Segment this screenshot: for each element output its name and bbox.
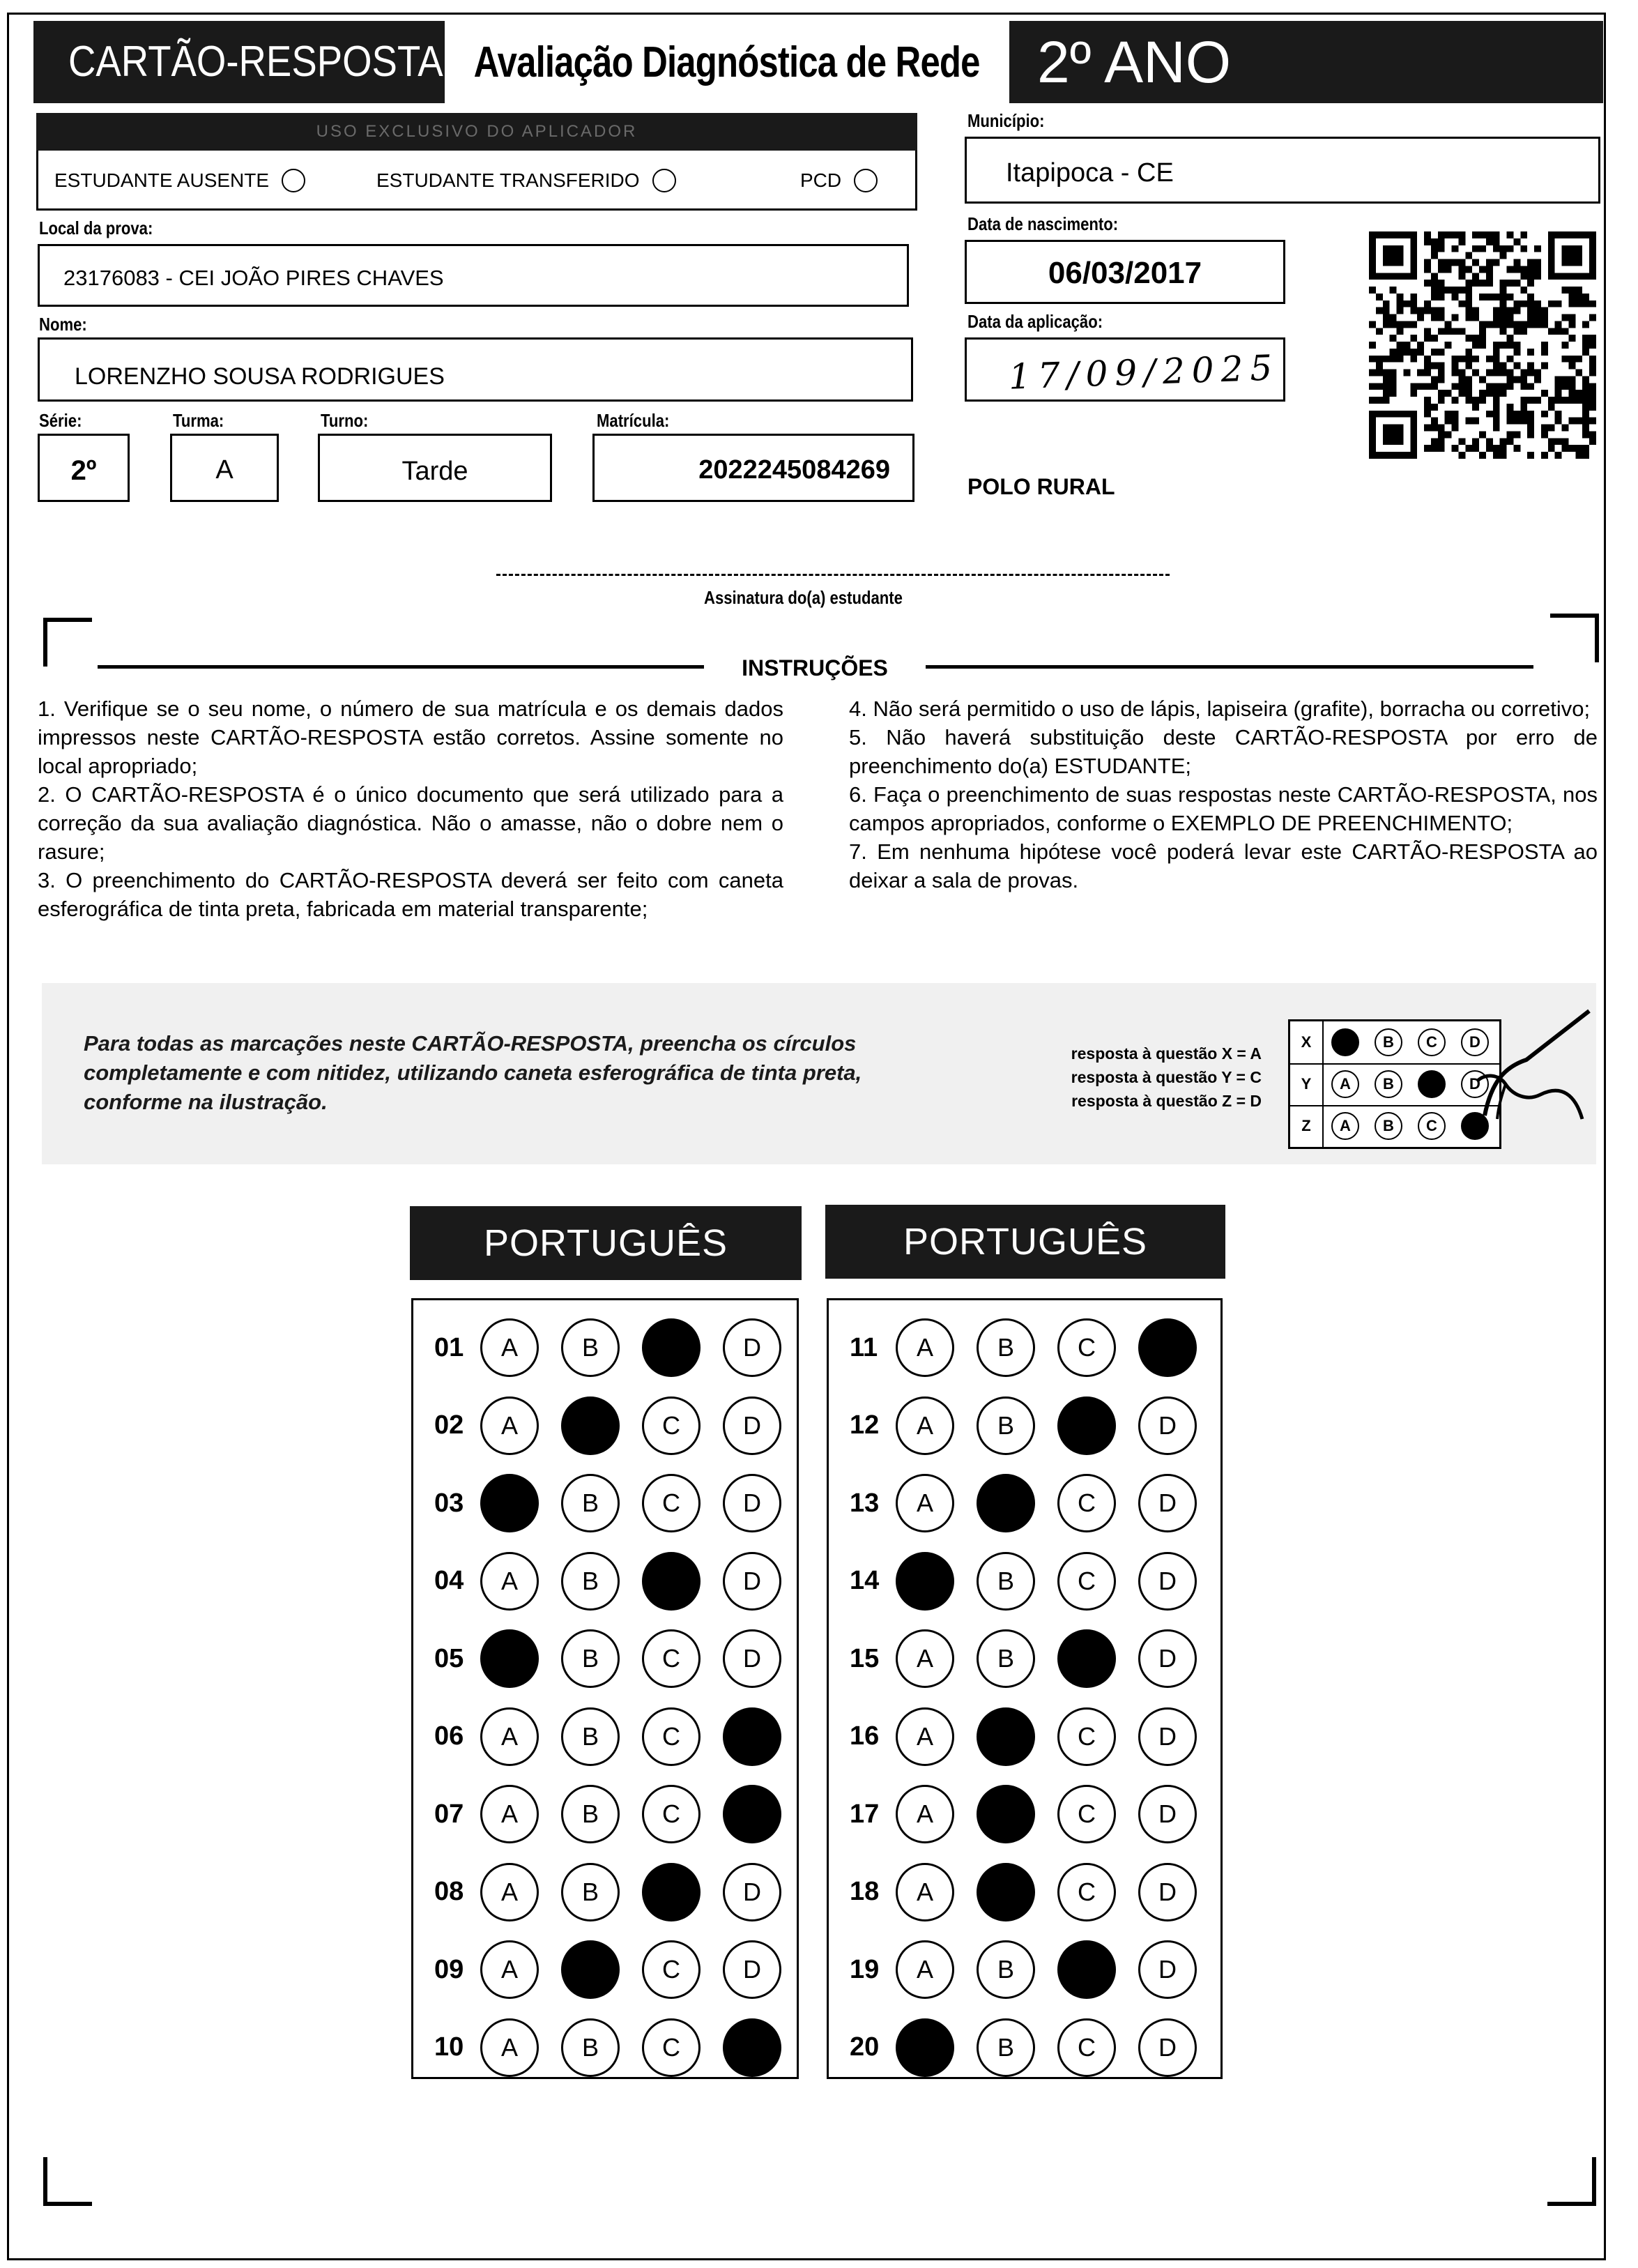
answer-bubble-a[interactable] [480,1629,539,1688]
local-field [38,244,909,307]
question-number: 06 [434,1721,464,1751]
answer-bubble-d[interactable]: D [723,1474,781,1532]
answer-bubble-c[interactable]: C [642,1474,701,1532]
municipio-value: Itapipoca - CE [1006,158,1174,188]
answer-bubble-d[interactable] [1138,1318,1197,1377]
answer-bubble-c[interactable]: C [1057,1863,1116,1921]
question-number: 19 [850,1954,880,1984]
answer-bubble-d[interactable]: D [1138,1629,1197,1688]
answer-bubble-a[interactable]: A [896,1863,954,1921]
exam-title-box [445,21,1009,103]
corner-mark-bottom-right [1547,2157,1596,2206]
municipio-field [965,137,1600,204]
turma-value: A [215,455,234,485]
answer-bubble-c[interactable] [642,1863,701,1921]
answer-bubble-b[interactable] [977,1785,1035,1843]
answer-row [434,1391,804,1461]
example-bubble-a [1331,1028,1359,1056]
absent-label: ESTUDANTE AUSENTE [54,169,270,191]
example-bubble-c: C [1418,1112,1446,1140]
answer-bubble-a[interactable] [896,2018,954,2077]
answer-bubble-a[interactable] [480,1474,539,1532]
legend-line-z: resposta à questão Z = D [1071,1092,1262,1110]
serie-value: 2º [70,455,97,486]
question-number: 07 [434,1799,464,1829]
pcd-option[interactable] [800,169,878,192]
answer-bubble-c[interactable]: C [642,1629,701,1688]
matricula-value: 2022245084269 [698,455,890,485]
absent-option[interactable] [54,169,305,192]
answer-bubble-c[interactable]: C [642,1396,701,1455]
birthdate-value: 06/03/2017 [1048,256,1202,290]
answer-bubble-b[interactable]: B [561,1785,620,1843]
polo-label: POLO RURAL [967,474,1115,499]
answer-bubble-b[interactable]: B [561,1552,620,1611]
example-bubble-a: A [1331,1112,1359,1140]
answer-bubble-d[interactable]: D [723,1552,781,1611]
answer-bubble-b[interactable] [561,1396,620,1455]
local-label: Local da prova: [39,218,153,238]
answer-bubble-c[interactable] [1057,1940,1116,1999]
instruction-5: 5. Não haverá substituição deste CARTÃO-RESPOSTA por erro de preenchimento do(a) ESTUDANTE; [849,725,1598,778]
example-row-label: X [1290,1021,1324,1063]
question-number: 10 [434,2032,464,2062]
answer-bubble-b[interactable] [561,1940,620,1999]
answer-row [434,1857,804,1927]
answer-row [434,2013,804,2083]
turma-label: Turma: [173,410,224,431]
exam-title: Avaliação Diagnóstica de Rede [474,38,980,86]
answer-row [434,1624,804,1694]
answer-bubble-c[interactable]: C [1057,1474,1116,1532]
matricula-label: Matrícula: [597,410,670,431]
transferred-radio[interactable] [652,169,676,192]
pcd-radio[interactable] [854,169,878,192]
answer-bubble-a[interactable]: A [896,1396,954,1455]
answer-row [850,1779,1219,1849]
name-field [38,337,913,402]
answer-bubble-c[interactable] [1057,1396,1116,1455]
serie-field [38,434,130,502]
subject-header-1: PORTUGUÊS [410,1206,802,1280]
answer-row [850,1546,1219,1616]
serie-label: Série: [39,410,82,431]
hand-pen-illustration [1464,997,1603,1122]
corner-mark-top-right [1550,614,1599,662]
answer-bubble-c[interactable]: C [1057,1785,1116,1843]
instruction-4: 4. Não será permitido o uso de lápis, lapiseira (grafite), borracha ou corretivo; [849,697,1591,721]
grade-title: 2º ANO [1037,29,1232,95]
answer-bubble-a[interactable]: A [480,2018,539,2077]
answer-bubble-d[interactable]: D [723,1863,781,1921]
answer-row [434,1546,804,1616]
answer-row [434,1935,804,2004]
answer-row [850,1313,1219,1383]
answer-bubble-b[interactable] [977,1707,1035,1766]
answer-bubble-a[interactable]: A [896,1940,954,1999]
signature-line[interactable] [496,574,1170,576]
answer-row [434,1313,804,1383]
instruction-2: 2. O CARTÃO-RESPOSTA é o único documento que será utilizado para a correção da sua avaliação diagnóstica. Não o amasse, não o dobre nem o rasure; [38,782,783,864]
answer-row [850,1624,1219,1694]
turno-value: Tarde [401,457,468,486]
answer-bubble-d[interactable]: D [1138,1396,1197,1455]
name-value: LORENZHO SOUSA RODRIGUES [75,363,445,390]
question-number: 08 [434,1877,464,1906]
answer-bubble-b[interactable] [977,1863,1035,1921]
corner-mark-top-left [43,618,92,667]
instruction-6: 6. Faça o preenchimento de suas respostas neste CARTÃO-RESPOSTA, nos campos apropriados, conforme o EXEMPLO DE PREENCHIMENTO; [849,782,1598,835]
answer-bubble-a[interactable] [896,1552,954,1611]
example-row-label: Y [1290,1063,1324,1105]
instructions-rule-left [98,665,704,669]
answer-bubble-b[interactable]: B [561,1863,620,1921]
example-bubble-d: D [1461,1070,1489,1098]
answer-row [850,2013,1219,2083]
absent-radio[interactable] [282,169,305,192]
question-number: 15 [850,1643,880,1673]
answer-bubble-a[interactable]: A [896,1318,954,1377]
answer-bubble-c[interactable]: C [642,1785,701,1843]
example-bubble-b: B [1375,1070,1402,1098]
local-value: 23176083 - CEI JOÃO PIRES CHAVES [63,266,444,290]
answer-bubble-c[interactable]: C [642,2018,701,2077]
birthdate-field [965,240,1285,304]
answer-bubble-b[interactable]: B [977,1940,1035,1999]
answer-bubble-b[interactable]: B [561,2018,620,2077]
turno-field [318,434,552,502]
answer-bubble-a[interactable]: A [896,1785,954,1843]
answer-bubble-d[interactable]: D [1138,2018,1197,2077]
answer-row [434,1702,804,1772]
answer-row [850,1391,1219,1461]
instructions-left [38,694,783,923]
question-number: 04 [434,1566,464,1595]
card-title: CARTÃO-RESPOSTA [68,38,443,86]
instruction-3: 3. O preenchimento do CARTÃO-RESPOSTA deverá ser feito com caneta esferográfica de tinta preta, fabricada em material transparente; [38,868,783,921]
answer-bubble-c[interactable] [1057,1629,1116,1688]
example-row-label: Z [1290,1105,1324,1147]
answer-bubble-c[interactable]: C [1057,1318,1116,1377]
answer-bubble-b[interactable]: B [561,1318,620,1377]
answer-bubble-d[interactable]: D [1138,1474,1197,1532]
answer-bubble-c[interactable]: C [1057,2018,1116,2077]
answer-bubble-b[interactable]: B [561,1629,620,1688]
answer-bubble-b[interactable]: B [977,1318,1035,1377]
pcd-label: PCD [800,169,842,191]
transferred-option[interactable] [376,169,676,192]
answer-bubble-c[interactable] [642,1318,701,1377]
birthdate-label: Data de nascimento: [967,213,1119,234]
answer-bubble-d[interactable]: D [723,1396,781,1455]
answer-bubble-d[interactable] [723,1707,781,1766]
application-date-value: 17/09/2025 [1008,347,1280,397]
municipio-label: Município: [967,110,1045,131]
example-bubble-b: B [1375,1028,1402,1056]
question-number: 09 [434,1954,464,1984]
question-number: 11 [850,1332,878,1362]
turno-label: Turno: [321,410,369,431]
question-number: 13 [850,1488,880,1518]
instructions-right [849,694,1598,895]
qr-code [1368,231,1598,459]
transferred-label: ESTUDANTE TRANSFERIDO [376,169,640,191]
legend-line-y: resposta à questão Y = C [1071,1068,1262,1086]
answer-bubble-b[interactable]: B [977,1629,1035,1688]
answer-bubble-c[interactable]: C [1057,1552,1116,1611]
instructions-rule-right [926,665,1533,669]
fill-example-text: Para todas as marcações neste CARTÃO-RESPOSTA, preencha os círculos completamente e com nitidez, utilizando caneta esferográfica de tinta preta, conforme na ilustração. [84,1031,862,1114]
question-number: 18 [850,1877,880,1906]
instruction-7: 7. Em nenhuma hipótese você poderá levar este CARTÃO-RESPOSTA ao deixar a sala de provas. [849,839,1598,892]
answer-bubble-a[interactable]: A [896,1474,954,1532]
answer-bubble-d[interactable]: D [1138,1552,1197,1611]
answer-row [434,1779,804,1849]
answer-row [850,1857,1219,1927]
subject-header-2: PORTUGUÊS [825,1205,1225,1279]
applicator-bar: USO EXCLUSIVO DO APLICADOR [36,113,917,151]
answer-bubble-d[interactable]: D [1138,1863,1197,1921]
example-bubble-d: D [1461,1028,1489,1056]
answer-bubble-b[interactable]: B [977,1552,1035,1611]
answer-bubble-a[interactable]: A [480,1396,539,1455]
question-number: 17 [850,1799,880,1829]
application-date-field [965,337,1285,402]
matricula-field [592,434,914,502]
answer-bubble-c[interactable] [642,1552,701,1611]
turma-field [170,434,279,502]
question-number: 16 [850,1721,880,1751]
instruction-1: 1. Verifique se o seu nome, o número de sua matrícula e os demais dados impressos neste CARTÃO-RESPOSTA estão corretos. Assine somente no local apropriado; [38,697,783,778]
answer-grid-2 [827,1298,1223,2079]
answer-bubble-b[interactable]: B [977,2018,1035,2077]
answer-bubble-a[interactable]: A [480,1940,539,1999]
answer-grid-1 [411,1298,799,2079]
question-number: 01 [434,1332,464,1362]
answer-bubble-a[interactable]: A [480,1552,539,1611]
answer-bubble-d[interactable] [723,1785,781,1843]
answer-bubble-a[interactable]: A [480,1707,539,1766]
answer-bubble-d[interactable]: D [1138,1940,1197,1999]
instructions-title: INSTRUÇÕES [742,655,888,680]
name-label: Nome: [39,314,87,335]
answer-row [850,1702,1219,1772]
answer-bubble-a[interactable]: A [480,1318,539,1377]
application-date-label: Data da aplicação: [967,311,1103,332]
answer-bubble-b[interactable]: B [561,1707,620,1766]
answer-row [434,1468,804,1538]
answer-bubble-d[interactable] [723,2018,781,2077]
answer-bubble-a[interactable]: A [480,1863,539,1921]
question-number: 03 [434,1488,464,1518]
signature-label: Assinatura do(a) estudante [704,587,903,608]
answer-bubble-d[interactable]: D [1138,1707,1197,1766]
answer-bubble-d[interactable]: D [1138,1785,1197,1843]
answer-bubble-a[interactable]: A [480,1785,539,1843]
question-number: 14 [850,1566,880,1595]
answer-bubble-c[interactable]: C [642,1707,701,1766]
example-bubble-a: A [1331,1070,1359,1098]
answer-bubble-c[interactable]: C [1057,1707,1116,1766]
example-bubble-c [1418,1070,1446,1098]
example-bubble-b: B [1375,1112,1402,1140]
answer-bubble-a[interactable]: A [896,1707,954,1766]
question-number: 05 [434,1643,464,1673]
example-bubble-c: C [1418,1028,1446,1056]
question-number: 02 [434,1410,464,1440]
answer-bubble-b[interactable]: B [561,1474,620,1532]
answer-row [850,1935,1219,2004]
answer-row [850,1468,1219,1538]
question-number: 20 [850,2032,880,2062]
fill-example-legend [962,1042,1262,1113]
answer-bubble-b[interactable] [977,1474,1035,1532]
answer-bubble-c[interactable]: C [642,1940,701,1999]
legend-line-x: resposta à questão X = A [1071,1044,1262,1063]
question-number: 12 [850,1410,880,1440]
answer-bubble-a[interactable]: A [896,1629,954,1688]
answer-bubble-b[interactable]: B [977,1396,1035,1455]
corner-mark-bottom-left [43,2157,92,2206]
answer-bubble-d[interactable]: D [723,1940,781,1999]
answer-bubble-d[interactable]: D [723,1629,781,1688]
answer-bubble-d[interactable]: D [723,1318,781,1377]
